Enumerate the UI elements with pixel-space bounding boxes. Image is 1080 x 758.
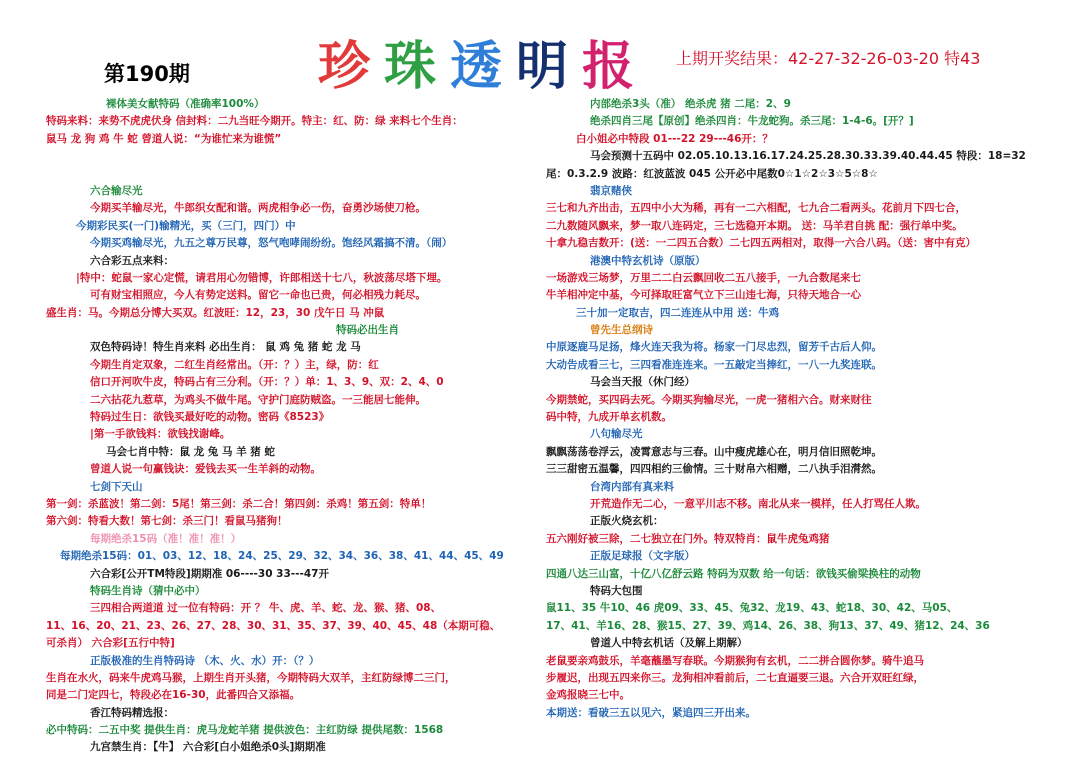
left-column	[46, 96, 528, 757]
text-line: 六合彩[公开TM特段]期期准 06----30 33---47开	[90, 567, 329, 580]
text-line: 特码大包围	[590, 584, 643, 597]
text-line: 可杀肖） 六合彩[五行中特]	[46, 637, 175, 650]
text-line: 17、41、羊16、28、猴15、27、39、鸡14、26、38、狗13、37、49、猪12、24、36	[546, 619, 990, 632]
text-line: 特码生肖诗（猜中必中）	[90, 584, 206, 597]
text-line: 一场游戏三场梦，万里二二白云飘回收二五八接手，一九合数尾来七	[546, 271, 861, 284]
text-line: 鼠11、35 牛10、46 虎09、33、45、兔32、龙19、43、蛇18、30、42、马05、	[546, 602, 958, 615]
text-line: 码中特，九成开单玄机数。	[546, 411, 672, 424]
text-line: 盛生肖：马。今期总分博大买双。红波旺：12，23，30 戊午日 马 冲鼠	[46, 306, 385, 319]
text-line: 九宫禁生肖：【牛】 六合彩[白小姐绝杀0头]期期准	[90, 741, 326, 754]
text-line: 生肖在水火，码来牛虎鸡马猴，上期生肖开头猪，今期特码大双羊，主红防绿博二三门，	[46, 671, 456, 684]
spacer	[46, 148, 528, 165]
text-line: 三十加一定取吉，四二连连从中用 送：牛鸡	[576, 306, 780, 319]
text-line: 绝杀四肖三尾【原创】绝杀四肖：牛龙蛇狗。杀三尾：1-4-6。[开？]	[590, 115, 914, 128]
text-line: 今期禁蛇，买四码去死。今期买狗输尽光，一虎一猪相六合。财来财往	[546, 393, 872, 406]
text-line: 可有财宝相照应，今人有势定送料。留它一命也已贵，何必相残力耗尽。	[90, 289, 426, 302]
text-line: 内部绝杀3头（准） 绝杀虎 猪 二尾：2、9	[590, 98, 791, 110]
issue-number: 第190期	[104, 62, 190, 86]
text-line: 鼠马 龙 狗 鸡 牛 蛇 曾道人说：“为谁忙来为谁慌”	[46, 132, 282, 145]
text-line: 特码来料：来势不虎虎伏身 信封料：二九当旺今期开。特主：红、防：绿 来料七个生肖：	[46, 115, 463, 128]
text-line: 白小姐必中特段 01---22 29---46开：？	[576, 132, 773, 145]
title-char: 珍	[318, 36, 385, 97]
text-line: 曾道人中特玄机话（及解上期解）	[590, 637, 748, 650]
text-line: 本期送：看破三五以见六，紧追四三开出来。	[546, 706, 756, 719]
text-line: 翡京赌侠	[590, 184, 632, 197]
text-line: 双色特码诗！特生肖来料 必出生肖： 鼠 鸡 兔 猪 蛇 龙 马	[90, 341, 361, 354]
text-line: 中原逐鹿马足扬，烽火连天我为将。杨家一门尽忠烈，留芳千古后人仰。	[546, 341, 882, 354]
text-line: 今期生肖定双象，二红生肖经常出。（开：？）主，绿，防：红	[90, 358, 379, 371]
title-char: 珠	[384, 36, 451, 97]
text-line: 牛羊相冲定中基，今可择取旺富气立下三山违七海，只待天地合一心	[546, 289, 861, 302]
title-char: 报	[582, 36, 649, 97]
text-line: |第一手欲钱料：欲钱找谢峰。	[90, 428, 231, 441]
text-line: 三三甜密五温馨，四四相约三偷情。三十财帛六相赠，二八执手泪潸然。	[546, 463, 882, 476]
text-line: 飘飘荡荡卷浮云，凌霄意志与三春。山中瘦虎雄心在，明月信旧照乾坤。	[546, 445, 882, 458]
text-line: 正版火烧玄机：	[590, 515, 664, 528]
text-line: 开荒造作无二心，一意平川志不移。南北从来一模样，任人打骂任人欺。	[590, 497, 926, 510]
text-line: 第一剑：杀蓝波！第二剑：5尾！第三剑：杀二合！第四剑：杀鸡！第五剑：特单！	[46, 497, 432, 510]
text-line: 老鼠要亲鸡鼓乐，羊毫蘸墨写春联。今期猴狗有玄机，二二拼合圆你梦。骑牛追马	[546, 654, 924, 667]
text-line: 今期买羊输尽光，牛郎织女配和谐。两虎相争必一伤，奋勇沙场使刀枪。	[90, 202, 426, 215]
text-line: 十拿九稳吉数开：(送：一二四五合数）二七四五两相对，取得一六合八码。（送：害中有克）	[546, 237, 977, 250]
text-line: 特码必出生肖	[336, 324, 399, 337]
text-line: 四通八达三山富，十亿八亿舒云路 特码为双数 给一句话：欲钱买偷梁换柱的动物	[546, 567, 921, 580]
title-char: 明	[516, 36, 583, 97]
text-line: 曾先生总纲诗	[590, 324, 653, 337]
text-line: 今期买鸡输尽光，九五之尊万民尊，怒气咆哮闹纷纷。饱经风霜搞不清。（闹）	[90, 237, 453, 250]
text-line: 必中特码：二五中奖 提供生肖：虎马龙蛇羊猪 提供波色：主红防绿 提供尾数：1568	[46, 724, 444, 737]
text-line: 香江特码精选报：	[90, 706, 174, 719]
text-line: 正版足球报（文字版）	[590, 550, 695, 563]
text-line: 三四相合两道道 过一位有特码：开 ？ 牛、虎、羊、蛇、龙、猴、猪、08、	[90, 602, 442, 615]
text-line: 特码过生日：欲钱买最好吃的动物。密码《8523》	[90, 411, 330, 424]
text-line: 今期彩民买(一门)输精光，买（三门，四门）中	[76, 219, 296, 232]
text-line: 每期绝杀15码：01、03、12、18、24、25、29、32、34、36、38、41、44、45、49	[60, 550, 504, 563]
right-column	[546, 96, 1046, 722]
text-line: 七剑下天山	[90, 480, 143, 493]
text-line: 信口开河吹牛皮，特码占有三分利。（开：？）单：1、3、9、双：2、4、0	[90, 376, 444, 389]
text-line: |特中：蛇鼠一家心定慌，请君用心勿错博，许郎相送十七八，秋波荡尽塔下埋。	[76, 271, 448, 284]
text-line: 五六刚好被三除，二七独立在门外。特双特肖：鼠牛虎兔鸡猪	[546, 532, 830, 545]
text-line: 六合输尽光	[90, 184, 143, 197]
text-line: 三七和九齐出击，五四中小大为稀，再有一二六相配，七九合二看两头。花前月下四七合，	[546, 202, 966, 215]
title-char: 透	[450, 36, 517, 97]
newspaper-title	[318, 24, 648, 99]
text-line: 金鸡报晓三七中。	[546, 689, 630, 702]
text-line: 裸体美女献特码（准确率100%）	[106, 98, 265, 110]
text-line: 同是二门定四七，特段必在16-30，此番四合又添福。	[46, 689, 301, 702]
text-line: 马会预测十五码中 02.05.10.13.16.17.24.25.28.30.33.39.40.44.45 特段：18=32	[590, 150, 1026, 163]
text-line: 步履迟，出现五四来你三。龙狗相冲看前后，二七直逼要三退。六合开双旺红绿，	[546, 671, 924, 684]
text-line: 马会七肖中特：鼠 龙 兔 马 羊 猪 蛇	[106, 445, 275, 458]
last-draw-result: 上期开奖结果：42-27-32-26-03-20 特43	[676, 49, 981, 68]
text-line: 曾道人说一句赢钱诀：爱钱去买一生羊斜的动物。	[90, 463, 321, 476]
text-line: 11、16、20、21、23、26、27、28、30、31、35、37、39、40、45、48（本期可稳、	[46, 619, 501, 632]
text-line: 六合彩五点来料：	[90, 254, 174, 267]
text-line: 八句输尽光	[590, 428, 643, 441]
text-line: 第六剑：特看大数！第七剑：杀三门！看鼠马猪狗！	[46, 515, 288, 528]
text-line: 二九数随风飘来，梦一取八连码定，三七选稳开本期。 送：马羊君自挑 配：强行单中奖。	[546, 219, 963, 232]
text-line: 二六拈花九惹草，为鸡头不做牛尾。守护门庭防贼盗。一三能居七能伸。	[90, 393, 426, 406]
text-line: 台湾内部有真来料	[590, 480, 674, 493]
text-line: 马会当天报（休门经）	[590, 376, 695, 389]
text-line: 大动告成看三七，三四看准连连来。一五敲定当捧红，一八一九奖连联。	[546, 358, 882, 371]
text-line: 港澳中特玄机诗（原版）	[590, 254, 706, 267]
spacer	[46, 166, 528, 183]
text-line: 每期绝杀15码（准！准！准！）	[90, 532, 242, 545]
text-line: 尾：0.3.2.9 波路：红波蓝波 045 公开必中尾数0☆1☆2☆3☆5☆8☆	[546, 167, 878, 180]
text-line: 正版极准的生肖特码诗 （木、火、水）开：（？）	[90, 654, 320, 667]
